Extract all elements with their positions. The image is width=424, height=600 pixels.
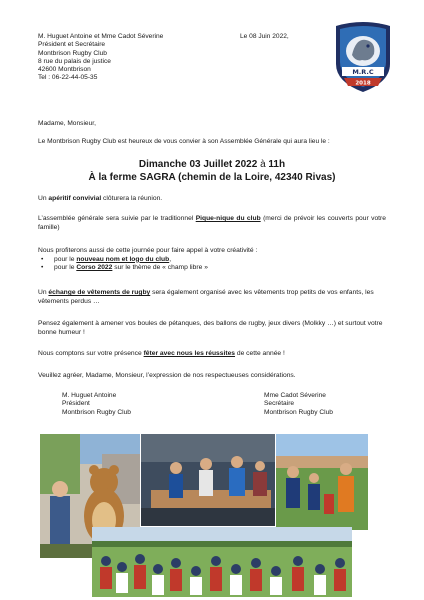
sender-phone: Tel : 06-22-44-05-35 xyxy=(38,74,98,82)
signature-left-name: M. Huguet Antoine xyxy=(62,392,117,399)
creativity-paragraph xyxy=(38,247,386,273)
event-date: Dimanche 03 Juillet 2022 xyxy=(138,159,258,170)
picnic-pre: L’assemblée générale sera suivie par le traditionnel xyxy=(38,215,196,222)
sender-city: 42600 Montbrison xyxy=(38,66,91,74)
signature-right xyxy=(264,392,333,417)
photo-rugby-players xyxy=(276,434,368,530)
signature-right-role: Secrétaire xyxy=(264,400,295,408)
aperitif-paragraph xyxy=(38,195,386,204)
club-logo xyxy=(332,20,394,94)
logo-year: 2018 xyxy=(355,80,371,87)
sender-block xyxy=(38,33,163,83)
picnic-paragraph xyxy=(38,215,386,232)
celebrate-paragraph: Nous comptons sur votre présence fêter avec nous les réussites de cette année ! xyxy=(38,350,285,357)
creativity-list xyxy=(38,256,386,273)
games-paragraph: Pensez également à amener vos boules de pétanques, des ballons de rugby, jeux divers (Molkky …) et surtout votre bonne humeur ! xyxy=(38,320,383,336)
sender-street: 8 rue du palais de justice xyxy=(38,57,111,65)
list-item: • pour le Corso 2022 sur le thème de « champ libre » xyxy=(38,264,386,273)
photo-crowd xyxy=(92,527,352,597)
celebrate-bold: fêter avec nous les réussites xyxy=(143,350,236,357)
event-at: à xyxy=(257,159,269,170)
aperitif-pre: Un xyxy=(38,195,49,202)
exchange-bold: échange de vêtements de rugby xyxy=(48,289,151,296)
signature-right-club: Montbrison Rugby Club xyxy=(264,408,333,416)
photo-picnic xyxy=(141,434,275,526)
signature-left xyxy=(62,392,131,417)
signature-right-name: Mme Cadot Séverine xyxy=(264,392,326,399)
aperitif-bold: apéritif convivial xyxy=(48,195,102,202)
event-date-line xyxy=(40,159,384,172)
logo-letters: M.R.C xyxy=(352,68,374,76)
list-item: • pour le nouveau nom et logo du club, xyxy=(38,256,386,265)
creativity-intro: Nous profiterons aussi de cette journée pour faire appel à votre créativité : xyxy=(38,247,258,254)
aperitif-post: clôturera la réunion. xyxy=(101,195,163,202)
sender-roles: Président et Secrétaire xyxy=(38,41,106,49)
event-time: 11h xyxy=(268,159,286,170)
signature-left-club: Montbrison Rugby Club xyxy=(62,408,131,416)
sender-names: M. Huguet Antoine et Mme Cadot Séverine xyxy=(38,33,164,40)
signature-left-role: Président xyxy=(62,400,90,408)
event-place: À la ferme SAGRA (chemin de la Loire, 42340 Rivas) xyxy=(88,171,336,183)
sender-club: Montbrison Rugby Club xyxy=(38,49,107,57)
intro-text: Le Montbrison Rugby Club est heureux de vous convier à son Assemblée Générale qui aura lieu le : xyxy=(38,138,330,145)
greeting: Madame, Monsieur, xyxy=(38,120,96,127)
picnic-post: (merci de prévoir les couverts pour votre famille) xyxy=(38,215,386,231)
event-headline xyxy=(40,159,384,184)
exchange-paragraph: Un échange de vêtements de rugby sera également organisé avec les vêtements trop petits de vos enfants, les vêtements perdus … xyxy=(38,289,374,305)
picnic-bold: Pique-nique du club xyxy=(195,215,261,222)
closing-paragraph: Veuillez agréer, Madame, Monsieur, l’expression de nos respectueuses considérations. xyxy=(38,372,296,379)
letter-date: Le 08 Juin 2022, xyxy=(240,33,289,40)
